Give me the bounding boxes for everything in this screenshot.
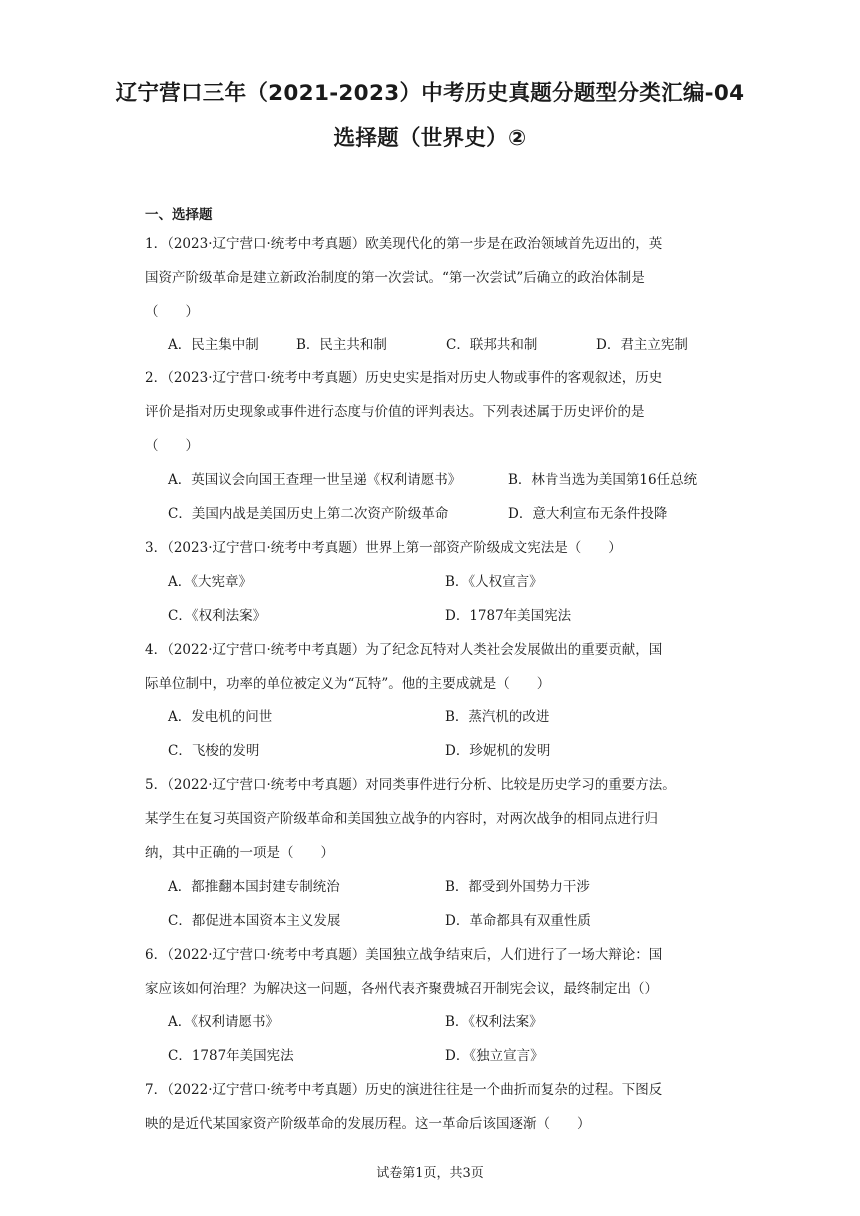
question-1-option-c: C．联邦共和制 — [446, 337, 538, 353]
question-1-option-d: D．君主立宪制 — [596, 337, 688, 353]
question-2-option-a: A．英国议会向国王查理一世呈递《权利请愿书》 — [168, 472, 462, 488]
question-4-option-d: D．珍妮机的发明 — [445, 743, 551, 759]
document-title-line-2: 选择题（世界史）② — [333, 126, 527, 151]
question-1-text: 1．（2023·辽宁营口·统考中考真题）欧美现代化的第一步是在政治领域首先迈出的，英 — [145, 236, 663, 252]
section-heading: 一、选择题 — [145, 207, 213, 223]
page-footer: 试卷第1页，共3页 — [376, 1166, 484, 1181]
question-2-text: （ ） — [145, 438, 199, 454]
question-1-option-b: B．民主共和制 — [296, 337, 387, 353]
question-3-option-c: C．《权利法案》 — [168, 608, 267, 624]
question-2-option-d: D．意大利宣布无条件投降 — [508, 506, 668, 522]
question-2-text: 2．（2023·辽宁营口·统考中考真题）历史史实是指对历史人物或事件的客观叙述，历史 — [145, 370, 663, 386]
question-5-text: 某学生在复习英国资产阶级革命和美国独立战争的内容时，对两次战争的相同点进行归 — [145, 811, 658, 827]
question-5-text: 纳，其中正确的一项是（ ） — [145, 845, 334, 861]
question-5-option-c: C．都促进本国资本主义发展 — [168, 913, 341, 929]
question-5-option-d: D．革命都具有双重性质 — [445, 913, 591, 929]
question-5-option-a: A．都推翻本国封建专制统治 — [168, 879, 340, 895]
question-5-text: 5．（2022·辽宁营口·统考中考真题）对同类事件进行分析、比较是历史学习的重要方法。 — [145, 777, 676, 793]
question-6-option-b: B．《权利法案》 — [445, 1014, 543, 1030]
question-4-option-b: B．蒸汽机的改进 — [445, 709, 550, 725]
question-2-text: 评价是指对历史现象或事件进行态度与价值的评判表达。下列表述属于历史评价的是 — [145, 404, 645, 420]
question-6-text: 家应该如何治理？为解决这一问题，各州代表齐聚费城召开制宪会议，最终制定出（） — [145, 981, 658, 997]
question-3-option-b: B．《人权宣言》 — [445, 574, 543, 590]
question-6-option-d: D．《独立宣言》 — [445, 1048, 544, 1064]
question-3-option-d: D．1787年美国宪法 — [445, 608, 572, 624]
question-4-text: 4．（2022·辽宁营口·统考中考真题）为了纪念瓦特对人类社会发展做出的重要贡献，国 — [145, 642, 663, 658]
question-1-text: （ ） — [145, 304, 199, 320]
question-6-option-a: A．《权利请愿书》 — [168, 1014, 279, 1030]
question-6-text: 6．（2022·辽宁营口·统考中考真题）美国独立战争结束后，人们进行了一场大辩论：国 — [145, 947, 663, 963]
question-2-option-c: C．美国内战是美国历史上第二次资产阶级革命 — [168, 506, 449, 522]
question-3-text: 3．（2023·辽宁营口·统考中考真题）世界上第一部资产阶级成文宪法是（ ） — [145, 540, 622, 556]
question-4-option-a: A．发电机的问世 — [168, 709, 273, 725]
question-6-option-c: C．1787年美国宪法 — [168, 1048, 294, 1064]
question-4-text: 际单位制中，功率的单位被定义为“瓦特”。他的主要成就是（ ） — [145, 676, 551, 692]
question-2-option-b: B．林肯当选为美国第16任总统 — [508, 472, 698, 488]
question-5-option-b: B．都受到外国势力干涉 — [445, 879, 590, 895]
document-title-line-1: 辽宁营口三年（2021-2023）中考历史真题分题型分类汇编-04 — [115, 81, 745, 106]
question-3-option-a: A．《大宪章》 — [168, 574, 252, 590]
question-7-text: 7．（2022·辽宁营口·统考中考真题）历史的演进往往是一个曲折而复杂的过程。下图反 — [145, 1082, 663, 1098]
question-7-text: 映的是近代某国家资产阶级革命的发展历程。这一革命后该国逐渐（ ） — [145, 1116, 591, 1132]
question-1-text: 国资产阶级革命是建立新政治制度的第一次尝试。“第一次尝试”后确立的政治体制是 — [145, 270, 645, 286]
question-1-option-a: A．民主集中制 — [168, 337, 259, 353]
question-4-option-c: C．飞梭的发明 — [168, 743, 260, 759]
